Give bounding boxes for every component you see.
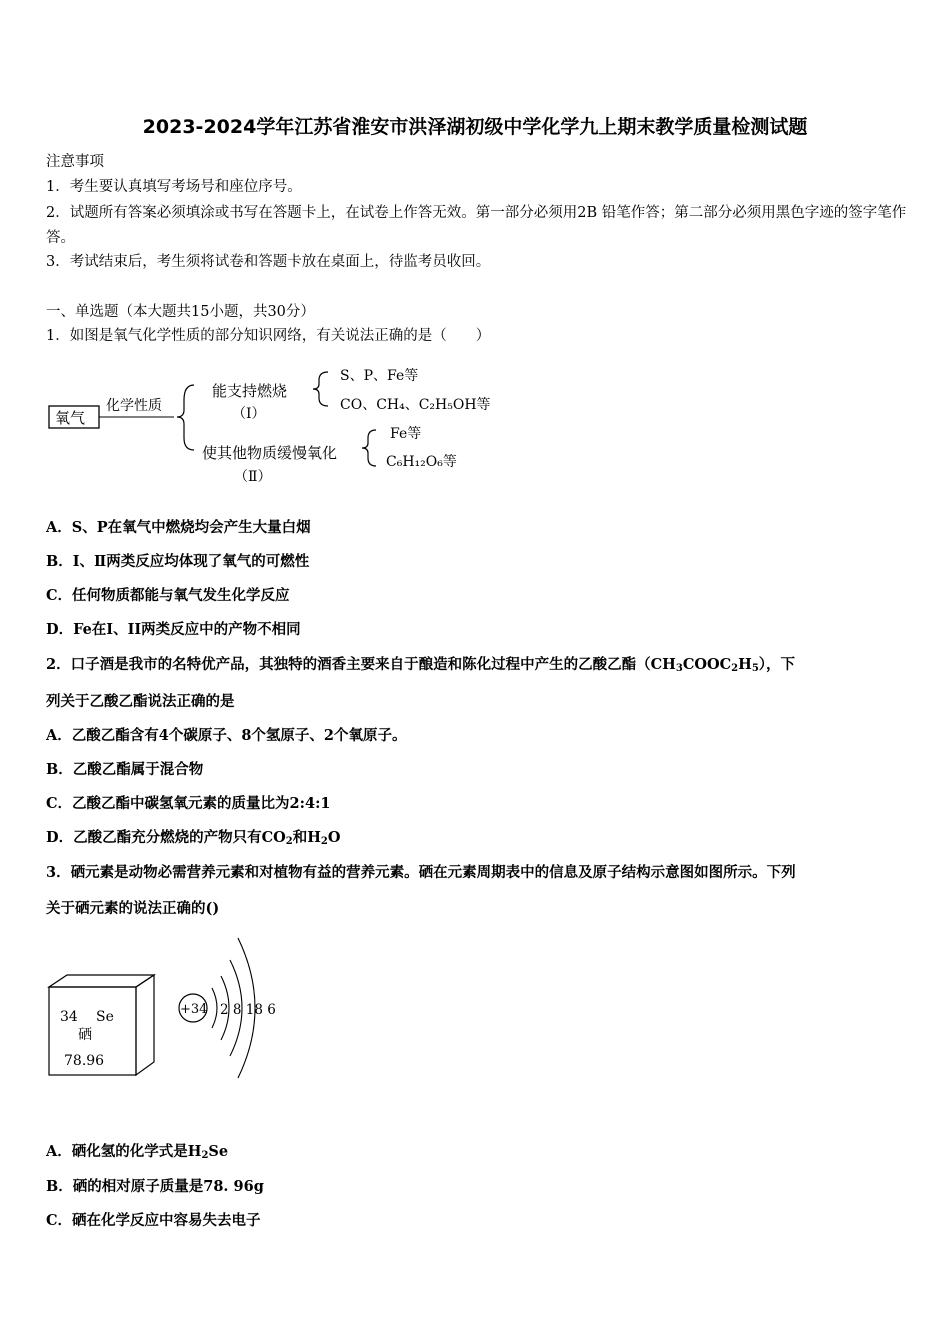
branch-1-item: S、P、Fe等 <box>340 368 419 384</box>
note-item: 2．试题所有答案必须填涂或书写在答题卡上，在试卷上作答无效。第一部分必须用2B 铅笔作答；第二部分必须用黑色字迹的签字笔作答。 <box>46 205 907 246</box>
question-2-stem: 2．口子酒是我市的名特优产品，其独特的酒香主要来自于酿造和陈化过程中产生的乙酸乙酯$(CH_3COOC_2H_5)$，下 <box>46 656 796 674</box>
q3-option-c: C．硒在化学反应中容易失去电子 <box>46 1212 261 1229</box>
electron-shell <box>212 988 217 1028</box>
branch-1-item: CO、CH₄、C₂H₅OH等 <box>340 397 491 413</box>
oxygen-label: 氧气 <box>55 409 86 427</box>
branch-1-label: 能支持燃烧 <box>212 382 288 400</box>
branch-2-item: C₆H₁₂O₆等 <box>386 454 457 470</box>
question-3-stem: 3．硒元素是动物必需营养元素和对植物有益的营养元素。硒在元素周期表中的信息及原子结构示意图如图所示。下列 <box>46 864 796 881</box>
q1-option-b: B．I、Ⅱ两类反应均体现了氧气的可燃性 <box>46 553 310 570</box>
q2-option-d: D．乙酸乙酯充分燃烧的产物只有$CO_2$和$H_2O$ <box>46 829 341 847</box>
q2-option-b: B．乙酸乙酯属于混合物 <box>46 761 204 778</box>
question-3-stem-line2: 关于硒元素的说法正确的() <box>46 900 220 917</box>
notes-heading: 注意事项 <box>46 154 104 170</box>
brace-branch-1 <box>313 372 328 406</box>
q1-option-a: A．S、P在氧气中燃烧均会产生大量白烟 <box>46 519 311 536</box>
q3-option-b: B．硒的相对原子质量是78. 96g <box>46 1178 264 1195</box>
page-title: 2023-2024学年江苏省淮安市洪泽湖初级中学化学九上期末教学质量检测试题 <box>142 116 808 138</box>
note-item: 3．考试结束后，考生须将试卷和答题卡放在桌面上，待监考员收回。 <box>46 254 491 270</box>
branch-1-num: （Ⅰ） <box>232 406 266 422</box>
q3-option-a: A．硒化氢的化学式是$H_2Se$ <box>46 1143 229 1161</box>
cube-side <box>136 975 154 1075</box>
element-symbol: Se <box>96 1009 114 1025</box>
selenium-figure <box>44 930 284 1085</box>
section-heading: 一、单选题（本大题共15小题，共30分） <box>46 304 315 320</box>
atomic-number: 34 <box>60 1009 78 1025</box>
nucleus-charge: +34 <box>180 1002 208 1017</box>
brace-main <box>177 385 194 450</box>
brace-branch-2 <box>362 430 376 466</box>
q2-option-a: A．乙酸乙酯含有4个碳原子、8个氢原子、2个氧原子。 <box>46 727 407 744</box>
q2-option-c: C．乙酸乙酯中碳氢氧元素的质量比为2:4:1 <box>46 795 331 812</box>
question-1-stem: 1．如图是氧气化学性质的部分知识网络，有关说法正确的是（ ） <box>46 328 491 344</box>
q1-option-d: D．Fe在I、II两类反应中的产物不相同 <box>46 621 301 638</box>
atomic-mass: 78.96 <box>64 1053 105 1069</box>
q1-option-c: C．任何物质都能与氧气发生化学反应 <box>46 587 290 604</box>
branch-2-item: Fe等 <box>390 426 422 442</box>
note-item: 1．考生要认真填写考场号和座位序号。 <box>46 179 302 195</box>
electron-counts: 2 8 18 6 <box>220 1002 276 1018</box>
branch-2-num: （Ⅱ） <box>234 469 272 485</box>
element-name: 硒 <box>78 1027 92 1043</box>
question-2-stem-line2: 列关于乙酸乙酯说法正确的是 <box>46 693 235 710</box>
branch-2-label: 使其他物质缓慢氧化 <box>202 444 338 462</box>
chem-prop-label: 化学性质 <box>106 398 162 414</box>
oxygen-knowledge-diagram <box>44 360 524 490</box>
